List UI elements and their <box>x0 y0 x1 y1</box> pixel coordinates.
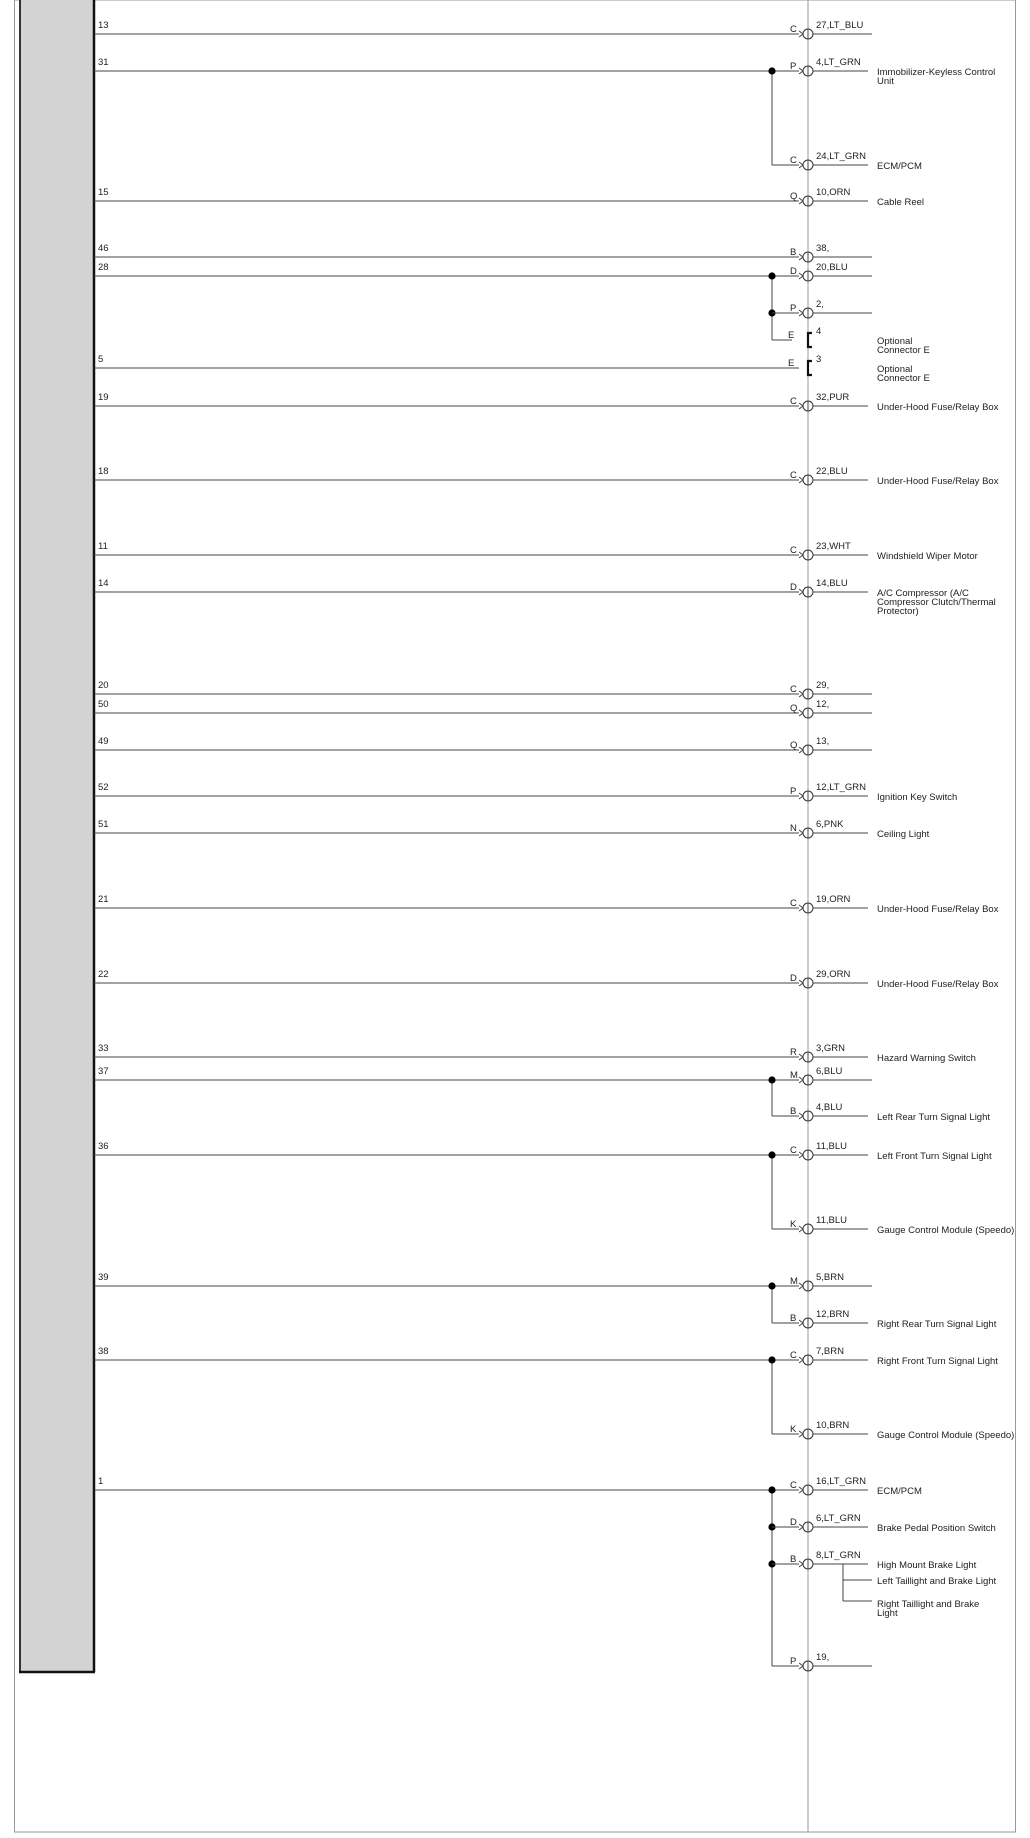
wire-code: 10,ORN <box>816 187 851 198</box>
connector-terminal-icon <box>799 908 803 911</box>
destination-label: ECM/PCM <box>877 1486 922 1497</box>
connector-terminal-icon <box>799 1080 803 1083</box>
destination-label: Optional <box>877 364 913 375</box>
connector-terminal-icon <box>799 1152 803 1155</box>
connector-letter: C <box>790 545 797 556</box>
connector-terminal-icon <box>799 1320 803 1323</box>
pin-number: 31 <box>98 57 109 68</box>
connector-terminal-icon <box>799 1487 803 1490</box>
connector-terminal-icon <box>799 793 803 796</box>
pin-number: 36 <box>98 1141 109 1152</box>
wire-code: 4 <box>816 326 822 337</box>
connector-letter: E <box>788 358 795 369</box>
connector-terminal-icon <box>799 34 803 37</box>
connector-terminal-icon <box>799 1113 803 1116</box>
splice-dot <box>768 272 775 279</box>
connector-letter: N <box>790 823 797 834</box>
pin-number: 14 <box>98 578 109 589</box>
connector-letter: C <box>790 470 797 481</box>
destination-label: Ceiling Light <box>877 829 930 840</box>
pin-number: 22 <box>98 969 109 980</box>
wire-code: 29, <box>816 680 830 691</box>
connector-terminal-icon <box>799 589 803 592</box>
destination-label: Compressor Clutch/Thermal <box>877 597 996 608</box>
connector-letter: D <box>790 973 797 984</box>
connector-terminal-icon <box>799 201 803 204</box>
wire-code: 6,PNK <box>816 819 844 830</box>
connector-terminal-icon <box>799 403 803 406</box>
destination-label: A/C Compressor (A/C <box>877 588 969 599</box>
connector-letter: B <box>790 247 797 258</box>
pin-number: 5 <box>98 354 104 365</box>
pin-number: 19 <box>98 392 109 403</box>
wire-code: 24,LT_GRN <box>816 151 866 162</box>
optional-connector-bracket-icon <box>808 333 812 347</box>
pin-number: 11 <box>98 541 108 552</box>
connector-terminal-icon <box>799 310 803 313</box>
pin-number: 38 <box>98 1346 109 1357</box>
connector-terminal-icon <box>799 1077 803 1080</box>
connector-letter: B <box>790 1313 797 1324</box>
wire-code: 32,PUR <box>816 392 850 403</box>
wire-code: 22,BLU <box>816 466 848 477</box>
wire-code: 13, <box>816 736 830 747</box>
connector-letter: K <box>790 1219 797 1230</box>
destination-label: Gauge Control Module (Speedo) <box>877 1225 1015 1236</box>
wire-code: 12, <box>816 699 830 710</box>
connector-terminal-icon <box>799 254 803 257</box>
connector-letter: P <box>790 786 797 797</box>
connector-terminal-icon <box>799 198 803 201</box>
connector-letter: Q <box>790 703 798 714</box>
wire-code: 11,BLU <box>816 1141 847 1152</box>
connector-terminal-icon <box>799 1357 803 1360</box>
wire-code: 3 <box>816 354 822 365</box>
connector-terminal-icon <box>799 1054 803 1057</box>
connector-terminal-icon <box>799 1057 803 1060</box>
connector-letter: C <box>790 396 797 407</box>
wire-code: 7,BRN <box>816 1346 844 1357</box>
destination-label: Brake Pedal Position Switch <box>877 1523 996 1534</box>
pin-number: 52 <box>98 782 109 793</box>
wire-code: 3,GRN <box>816 1043 846 1054</box>
connector-terminal-icon <box>799 713 803 716</box>
connector-terminal-icon <box>799 1434 803 1437</box>
destination-label: Protector) <box>877 606 919 617</box>
pin-number: 51 <box>98 819 109 830</box>
pin-number: 13 <box>98 20 109 31</box>
destination-label: Right Taillight and Brake <box>877 1599 980 1610</box>
destination-label: Ignition Key Switch <box>877 792 958 803</box>
wire-code: 23,WHT <box>816 541 851 552</box>
wire-code: 10,BRN <box>816 1420 850 1431</box>
destination-label: Windshield Wiper Motor <box>877 551 978 562</box>
destination-label: Right Front Turn Signal Light <box>877 1356 998 1367</box>
connector-terminal-icon <box>799 1564 803 1567</box>
pin-number: 49 <box>98 736 109 747</box>
connector-letter: C <box>790 684 797 695</box>
destination-label: Under-Hood Fuse/Relay Box <box>877 904 999 915</box>
connector-letter: B <box>790 1106 797 1117</box>
destination-label: Optional <box>877 336 913 347</box>
splice-dot <box>768 1151 775 1158</box>
wire-code: 19,ORN <box>816 894 851 905</box>
connector-terminal-icon <box>799 1527 803 1530</box>
destination-label: Left Taillight and Brake Light <box>877 1576 997 1587</box>
connector-letter: Q <box>790 740 798 751</box>
connector-letter: M <box>790 1070 798 1081</box>
connector-terminal-icon <box>799 691 803 694</box>
connector-terminal-icon <box>799 1524 803 1527</box>
connector-terminal-icon <box>799 555 803 558</box>
connector-terminal-icon <box>799 552 803 555</box>
connector-letter: P <box>790 1656 797 1667</box>
connector-letter: C <box>790 24 797 35</box>
connector-letter: C <box>790 1350 797 1361</box>
wire-code: 5,BRN <box>816 1272 844 1283</box>
destination-label: Hazard Warning Switch <box>877 1053 976 1064</box>
pin-number: 46 <box>98 243 109 254</box>
connector-terminal-icon <box>799 406 803 409</box>
wires-layer <box>94 29 872 1671</box>
wire-code: 12,LT_GRN <box>816 782 866 793</box>
destination-label: Under-Hood Fuse/Relay Box <box>877 402 999 413</box>
wire-code: 27,LT_BLU <box>816 20 864 31</box>
destination-label: Connector E <box>877 373 930 384</box>
pin-number: 37 <box>98 1066 109 1077</box>
destination-label: Gauge Control Module (Speedo) <box>877 1430 1015 1441</box>
pin-number: 39 <box>98 1272 109 1283</box>
wire-code: 29,ORN <box>816 969 851 980</box>
connector-terminal-icon <box>799 273 803 276</box>
pin-number: 33 <box>98 1043 109 1054</box>
destination-label: High Mount Brake Light <box>877 1560 977 1571</box>
control-unit-block <box>20 0 94 1672</box>
connector-terminal-icon <box>799 257 803 260</box>
splice-dot <box>768 1076 775 1083</box>
connector-letter: Q <box>790 191 798 202</box>
labels-layer <box>98 20 1014 1667</box>
connector-terminal-icon <box>799 1360 803 1363</box>
connector-terminal-icon <box>799 480 803 483</box>
optional-connector-bracket-icon <box>808 361 812 375</box>
connector-letter: M <box>790 1276 798 1287</box>
pin-number: 20 <box>98 680 109 691</box>
connector-terminal-icon <box>799 1323 803 1326</box>
connector-letter: C <box>790 155 797 166</box>
connector-letter: R <box>790 1047 797 1058</box>
connector-terminal-icon <box>799 905 803 908</box>
connector-terminal-icon <box>799 750 803 753</box>
wire-code: 14,BLU <box>816 578 848 589</box>
connector-terminal-icon <box>799 1286 803 1289</box>
splice-dot <box>768 67 775 74</box>
wire-code: 11,BLU <box>816 1215 847 1226</box>
splice-dot <box>768 1356 775 1363</box>
wire-code: 8,LT_GRN <box>816 1550 861 1561</box>
connector-letter: C <box>790 1145 797 1156</box>
destination-label: Connector E <box>877 345 930 356</box>
pin-number: 21 <box>98 894 109 905</box>
connector-letter: B <box>790 1554 797 1565</box>
connector-terminal-icon <box>799 1283 803 1286</box>
connector-terminal-icon <box>799 165 803 168</box>
wire-code: 6,LT_GRN <box>816 1513 861 1524</box>
connector-letter: D <box>790 266 797 277</box>
destination-label: Left Front Turn Signal Light <box>877 1151 992 1162</box>
connector-terminal-icon <box>799 1490 803 1493</box>
connector-letter: C <box>790 1480 797 1491</box>
destination-label: Unit <box>877 76 894 87</box>
connector-terminal-icon <box>799 833 803 836</box>
wire-code: 2, <box>816 299 824 310</box>
connector-letter: P <box>790 61 797 72</box>
connector-letter: K <box>790 1424 797 1435</box>
connector-terminal-icon <box>799 162 803 165</box>
connector-terminal-icon <box>799 983 803 986</box>
connector-letter: D <box>790 1517 797 1528</box>
pin-number: 28 <box>98 262 109 273</box>
connector-terminal-icon <box>799 477 803 480</box>
pin-number: 50 <box>98 699 109 710</box>
connector-terminal-icon <box>799 1116 803 1119</box>
wire-code: 4,LT_GRN <box>816 57 861 68</box>
connector-terminal-icon <box>799 276 803 279</box>
splice-dot <box>768 1486 775 1493</box>
wire-code: 16,LT_GRN <box>816 1476 866 1487</box>
destination-label: Under-Hood Fuse/Relay Box <box>877 476 999 487</box>
connector-terminal-icon <box>799 694 803 697</box>
destination-label: Right Rear Turn Signal Light <box>877 1319 997 1330</box>
connector-terminal-icon <box>799 710 803 713</box>
destination-label: Left Rear Turn Signal Light <box>877 1112 991 1123</box>
connector-letter: P <box>790 303 797 314</box>
pin-number: 15 <box>98 187 109 198</box>
connector-terminal-icon <box>799 1666 803 1669</box>
connector-terminal-icon <box>799 71 803 74</box>
connector-terminal-icon <box>799 1229 803 1232</box>
splice-dot <box>768 1282 775 1289</box>
destination-label: Cable Reel <box>877 197 924 208</box>
connector-terminal-icon <box>799 1663 803 1666</box>
connector-letter: D <box>790 582 797 593</box>
destination-label: Under-Hood Fuse/Relay Box <box>877 979 999 990</box>
wire-code: 19, <box>816 1652 830 1663</box>
pin-number: 18 <box>98 466 109 477</box>
wire-code: 38, <box>816 243 830 254</box>
wire-code: 12,BRN <box>816 1309 850 1320</box>
connector-terminal-icon <box>799 1155 803 1158</box>
connector-terminal-icon <box>799 592 803 595</box>
connector-terminal-icon <box>799 830 803 833</box>
wire-code: 6,BLU <box>816 1066 843 1077</box>
connector-terminal-icon <box>799 980 803 983</box>
wire-code: 4,BLU <box>816 1102 843 1113</box>
connector-letter: E <box>788 330 795 341</box>
connector-terminal-icon <box>799 31 803 34</box>
connector-letter: C <box>790 898 797 909</box>
connector-terminal-icon <box>799 313 803 316</box>
pin-number: 1 <box>98 1476 104 1487</box>
connector-terminal-icon <box>799 1226 803 1229</box>
connector-terminal-icon <box>799 1431 803 1434</box>
wire-code: 20,BLU <box>816 262 848 273</box>
connector-terminal-icon <box>799 747 803 750</box>
connector-terminal-icon <box>799 68 803 71</box>
destination-label: Light <box>877 1608 898 1619</box>
connector-terminal-icon <box>799 1561 803 1564</box>
destination-label: ECM/PCM <box>877 161 922 172</box>
connector-terminal-icon <box>799 796 803 799</box>
destination-label: Immobilizer-Keyless Control <box>877 67 996 78</box>
diagram-frame <box>15 0 1016 1832</box>
